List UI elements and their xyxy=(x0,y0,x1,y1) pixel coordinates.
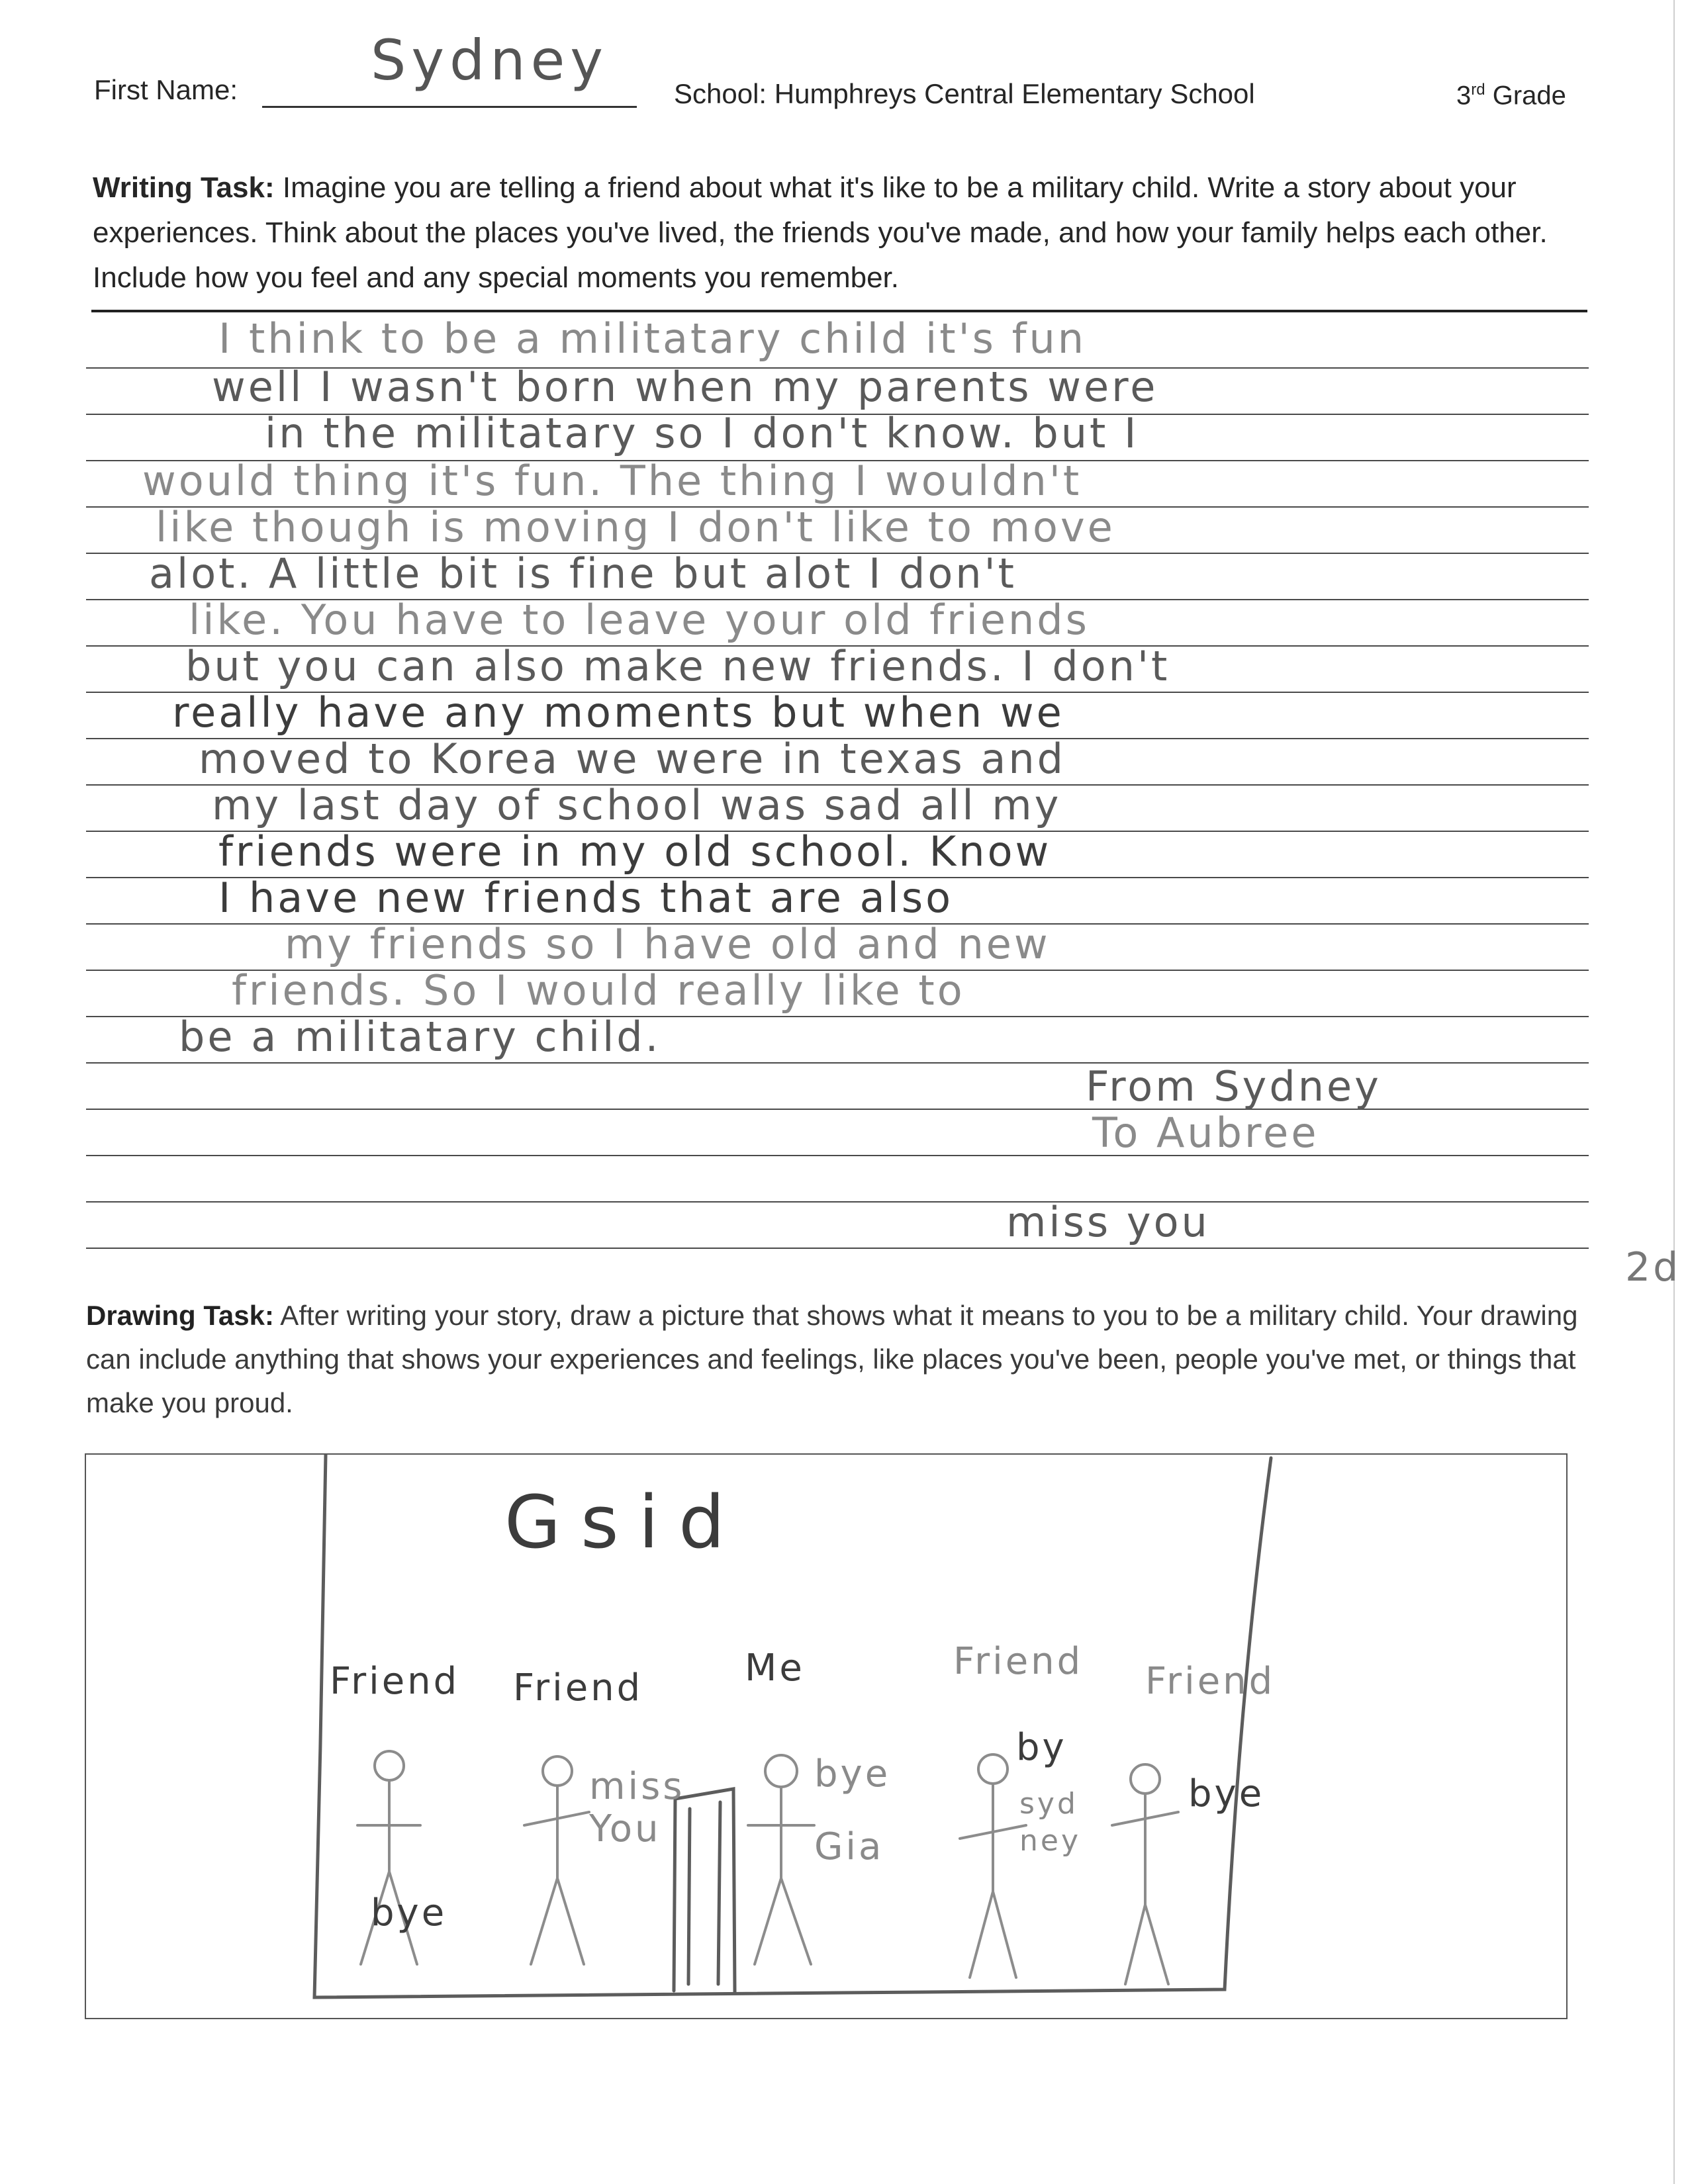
figure-label: Friend xyxy=(330,1660,460,1703)
story-line: my last day of school was sad all my xyxy=(212,781,1062,829)
drawing-note: miss You xyxy=(589,1765,685,1850)
story-line: well I wasn't born when my parents were xyxy=(212,363,1158,411)
writing-task-prompt xyxy=(93,165,1589,300)
story-line: like. You have to leave your old friends xyxy=(189,596,1090,644)
story-line: in the militatary so I don't know. but I xyxy=(265,409,1139,457)
drawing-task-label: Drawing Task: xyxy=(86,1300,274,1331)
story-line: be a militatary child. xyxy=(179,1013,661,1061)
figure-label: Friend xyxy=(1145,1660,1276,1703)
drawing-title: Gsid xyxy=(504,1480,745,1565)
drawing-note: syd ney xyxy=(1019,1787,1081,1858)
story-line: like though is moving I don't like to move xyxy=(156,503,1115,551)
writing-task-label: Writing Task: xyxy=(93,171,275,204)
first-name-underline xyxy=(262,106,637,108)
story-line: but you can also make new friends. I don't xyxy=(185,642,1170,690)
story-line: really have any moments but when we xyxy=(172,688,1064,737)
figure-label: Friend xyxy=(513,1666,643,1709)
grade-number: 3 xyxy=(1456,81,1472,111)
door-inner-drawing xyxy=(688,1802,720,1984)
writing-task-text: Imagine you are telling a friend about what it's like to be a military child. Write a story about your experiences. Think about the places you've lived, the friends you've made, and how your family helps each other. Include how you feel and any special moments you remember. xyxy=(93,171,1548,294)
ruled-line xyxy=(86,1201,1589,1203)
grade-suffix: rd xyxy=(1471,81,1485,99)
child-drawing xyxy=(86,1455,1566,2018)
story-line: would thing it's fun. The thing I wouldn't xyxy=(142,457,1082,505)
stick-figure xyxy=(748,1755,814,1964)
story-line: friends were in my old school. Know xyxy=(218,827,1052,876)
drawing-note: bye xyxy=(814,1752,891,1796)
writing-rule xyxy=(91,310,1587,312)
story-line: I think to be a militatary child it's fun xyxy=(218,314,1087,363)
sign-off-to: To Aubree xyxy=(1092,1109,1319,1157)
drawing-note: by xyxy=(1016,1726,1067,1769)
stick-figure xyxy=(524,1756,589,1964)
story-line: friends. So I would really like to xyxy=(232,966,965,1015)
drawing-note: bye xyxy=(371,1891,447,1934)
grade-label xyxy=(1456,81,1566,111)
story-line: I have new friends that are also xyxy=(218,874,954,922)
drawing-task-prompt xyxy=(86,1294,1595,1425)
figure-label: Me xyxy=(745,1647,805,1690)
sign-off-miss-you: miss you xyxy=(1006,1198,1210,1246)
drawn-frame xyxy=(314,1455,1271,1997)
grade-word: Grade xyxy=(1485,81,1566,111)
first-name-label: First Name: xyxy=(94,74,238,105)
drawing-note: Gia xyxy=(814,1825,884,1868)
ruled-line xyxy=(86,1248,1589,1249)
story-line: moved to Korea we were in texas and xyxy=(199,735,1066,783)
first-name-handwritten: Sydney xyxy=(371,28,608,93)
page-edge xyxy=(1673,0,1675,2184)
school-name: School: Humphreys Central Elementary School xyxy=(674,78,1255,109)
story-line: alot. A little bit is fine but alot I don't xyxy=(149,549,1017,598)
drawing-note: bye xyxy=(1188,1772,1265,1815)
drawing-box xyxy=(85,1453,1568,2019)
stick-figure xyxy=(960,1754,1026,1978)
story-line: my friends so I have old and new xyxy=(285,920,1051,968)
sign-off-from: From Sydney xyxy=(1086,1062,1382,1111)
stick-figure xyxy=(1112,1764,1178,1984)
ruled-line xyxy=(86,1155,1589,1156)
figure-label: Friend xyxy=(953,1640,1084,1683)
margin-note: 2d xyxy=(1625,1244,1681,1291)
drawing-task-text: After writing your story, draw a picture that shows what it means to you to be a military child. Your drawing can include anything that shows your experiences and feelings, like places you've been, people you've met, or things that make you proud. xyxy=(86,1300,1578,1418)
